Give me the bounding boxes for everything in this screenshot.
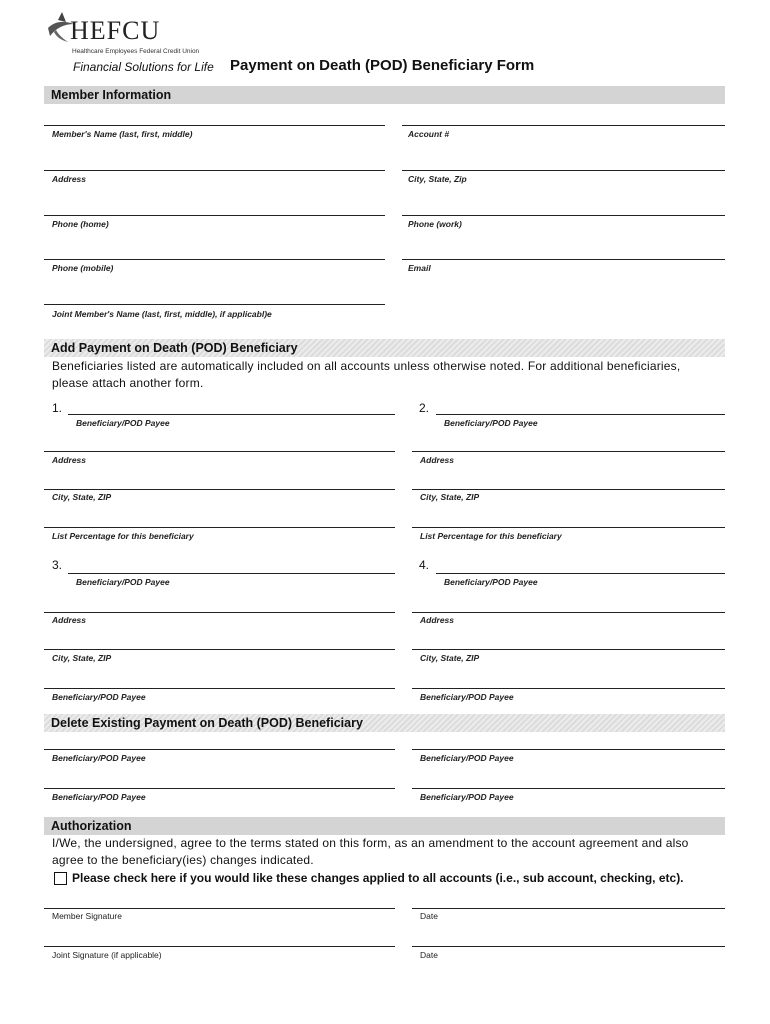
label-beneficiary-payee: Beneficiary/POD Payee bbox=[76, 577, 170, 587]
field-line-beneficiary-1-address[interactable] bbox=[44, 451, 395, 452]
label-phone-home: Phone (home) bbox=[52, 219, 109, 229]
date-line-joint[interactable] bbox=[412, 946, 725, 947]
section-header-member-info bbox=[44, 86, 725, 104]
field-line-beneficiary-4-address[interactable] bbox=[412, 612, 725, 613]
field-line-address[interactable] bbox=[44, 170, 385, 171]
label-beneficiary-payee: Beneficiary/POD Payee bbox=[444, 418, 538, 428]
section-header-delete-pod bbox=[44, 714, 725, 732]
label-beneficiary-payee: Beneficiary/POD Payee bbox=[52, 753, 146, 763]
label-beneficiary-payee: Beneficiary/POD Payee bbox=[52, 792, 146, 802]
field-line-email[interactable] bbox=[402, 259, 725, 260]
field-line-joint-name[interactable] bbox=[44, 304, 385, 305]
label-city-state-zip: City, State, ZIP bbox=[52, 653, 112, 663]
field-line-beneficiary-3-payee[interactable] bbox=[68, 573, 395, 574]
label-account: Account # bbox=[408, 129, 450, 139]
label-beneficiary-payee: Beneficiary/POD Payee bbox=[420, 692, 514, 702]
field-line-beneficiary-4-extra[interactable] bbox=[412, 688, 725, 689]
label-beneficiary-payee: Beneficiary/POD Payee bbox=[444, 577, 538, 587]
label-beneficiary-payee: Beneficiary/POD Payee bbox=[420, 792, 514, 802]
beneficiary-number: 2. bbox=[419, 401, 430, 415]
label-phone-work: Phone (work) bbox=[408, 219, 462, 229]
field-line-delete-2[interactable] bbox=[412, 749, 725, 750]
page-title: Payment on Death (POD) Beneficiary Form bbox=[230, 57, 535, 74]
label-address: Address bbox=[420, 455, 455, 465]
field-line-beneficiary-1-payee[interactable] bbox=[68, 414, 395, 415]
label-joint-signature: Joint Signature (if applicable) bbox=[52, 950, 162, 960]
label-city-state-zip: City, State, ZIP bbox=[420, 492, 480, 502]
label-date: Date bbox=[420, 950, 438, 960]
section-header-authorization bbox=[44, 817, 725, 835]
section-title: Member Information bbox=[51, 88, 172, 102]
label-city-state-zip: City, State, ZIP bbox=[52, 492, 112, 502]
label-percentage: List Percentage for this beneficiary bbox=[52, 531, 194, 541]
label-city-state-zip: City, State, Zip bbox=[408, 174, 467, 184]
signature-line-joint[interactable] bbox=[44, 946, 395, 947]
label-joint-name: Joint Member's Name (last, first, middle), if applicabl)e bbox=[52, 309, 272, 319]
label-beneficiary-payee: Beneficiary/POD Payee bbox=[420, 753, 514, 763]
date-line-member[interactable] bbox=[412, 908, 725, 909]
field-line-beneficiary-2-percentage[interactable] bbox=[412, 527, 725, 528]
field-line-phone-mobile[interactable] bbox=[44, 259, 385, 260]
field-line-beneficiary-4-payee[interactable] bbox=[436, 573, 725, 574]
logo-subtitle: Healthcare Employees Federal Credit Union bbox=[72, 48, 200, 55]
field-line-beneficiary-2-city[interactable] bbox=[412, 489, 725, 490]
field-line-delete-1[interactable] bbox=[44, 749, 395, 750]
authorization-text: I/We, the undersigned, agree to the terms stated on this form, as an amendment to the account agreement and also agree to the beneficiary(ies) changes indicated. bbox=[52, 836, 689, 867]
beneficiary-number: 3. bbox=[52, 558, 63, 572]
field-line-member-name[interactable] bbox=[44, 125, 385, 126]
label-address: Address bbox=[420, 615, 455, 625]
field-line-beneficiary-3-address[interactable] bbox=[44, 612, 395, 613]
field-line-phone-home[interactable] bbox=[44, 215, 385, 216]
apply-all-accounts-label: Please check here if you would like these changes applied to all accounts (i.e., sub account, checking, etc). bbox=[72, 871, 684, 885]
add-pod-description: Beneficiaries listed are automatically included on all accounts unless otherwise noted. For additional beneficiaries, please attach another form. bbox=[52, 359, 681, 390]
label-date: Date bbox=[420, 911, 438, 921]
apply-all-accounts-checkbox[interactable] bbox=[54, 872, 67, 885]
label-phone-mobile: Phone (mobile) bbox=[52, 263, 114, 273]
label-percentage: List Percentage for this beneficiary bbox=[420, 531, 562, 541]
section-title: Add Payment on Death (POD) Beneficiary bbox=[51, 341, 298, 355]
field-line-delete-3[interactable] bbox=[44, 788, 395, 789]
field-line-beneficiary-2-payee[interactable] bbox=[436, 414, 725, 415]
label-email: Email bbox=[408, 263, 431, 273]
field-line-phone-work[interactable] bbox=[402, 215, 725, 216]
field-line-beneficiary-2-address[interactable] bbox=[412, 451, 725, 452]
section-title: Authorization bbox=[51, 819, 132, 833]
logo bbox=[44, 10, 214, 60]
label-beneficiary-payee: Beneficiary/POD Payee bbox=[52, 692, 146, 702]
field-line-beneficiary-4-city[interactable] bbox=[412, 649, 725, 650]
field-line-city[interactable] bbox=[402, 170, 725, 171]
tagline: Financial Solutions for Life bbox=[73, 60, 214, 74]
label-city-state-zip: City, State, ZIP bbox=[420, 653, 480, 663]
field-line-beneficiary-1-percentage[interactable] bbox=[44, 527, 395, 528]
label-beneficiary-payee: Beneficiary/POD Payee bbox=[76, 418, 170, 428]
logo-wordmark: HEFCU bbox=[70, 16, 161, 45]
label-member-signature: Member Signature bbox=[52, 911, 122, 921]
field-line-beneficiary-1-city[interactable] bbox=[44, 489, 395, 490]
label-address: Address bbox=[52, 615, 87, 625]
field-line-account[interactable] bbox=[402, 125, 725, 126]
label-address: Address bbox=[52, 174, 87, 184]
section-title: Delete Existing Payment on Death (POD) Beneficiary bbox=[51, 716, 363, 730]
field-line-beneficiary-3-extra[interactable] bbox=[44, 688, 395, 689]
label-member-name: Member's Name (last, first, middle) bbox=[52, 129, 193, 139]
field-line-delete-4[interactable] bbox=[412, 788, 725, 789]
section-header-add-pod bbox=[44, 339, 725, 357]
signature-line-member[interactable] bbox=[44, 908, 395, 909]
label-address: Address bbox=[52, 455, 87, 465]
beneficiary-number: 1. bbox=[52, 401, 63, 415]
field-line-beneficiary-3-city[interactable] bbox=[44, 649, 395, 650]
beneficiary-number: 4. bbox=[419, 558, 430, 572]
